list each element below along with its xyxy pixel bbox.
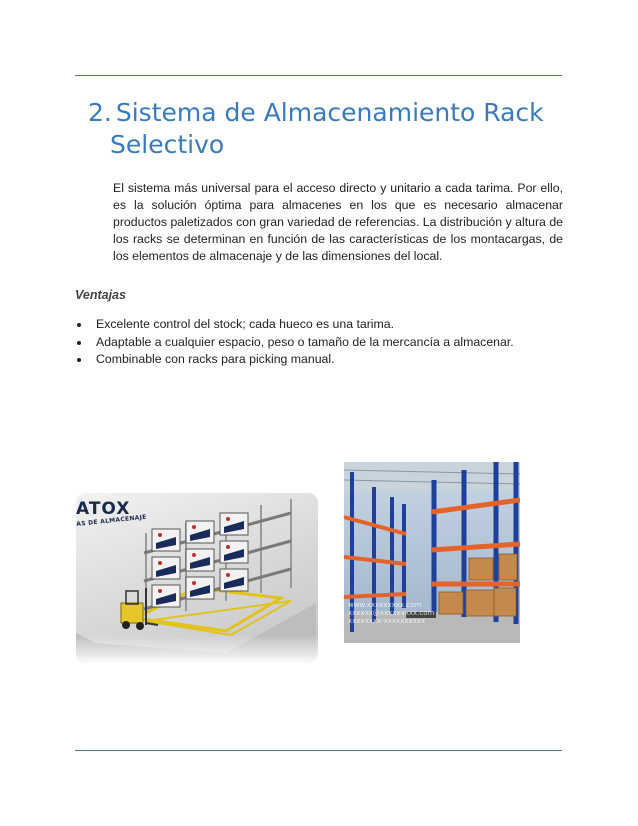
section-title-line1: Sistema de Almacenamiento Rack (115, 97, 544, 127)
bullet-icon (77, 341, 81, 345)
list-item-text: Adaptable a cualquier espacio, peso o tamaño de la mercancía a almacenar. (96, 334, 514, 349)
logo-text: ATOX (76, 499, 131, 519)
bottom-divider (75, 750, 562, 751)
logo-subtext: AS DE ALMACENAJE (76, 513, 147, 528)
list-item-text: Excelente control del stock; cada hueco es una tarima. (96, 317, 395, 331)
bullet-icon (77, 358, 81, 362)
section-heading (88, 97, 568, 161)
bullet-icon (77, 323, 81, 327)
ventajas-title: Ventajas (75, 288, 126, 302)
warehouse-photo (344, 462, 520, 643)
section-number: 2. (88, 97, 112, 127)
rack-illustration-image (76, 493, 318, 663)
top-divider (75, 75, 562, 76)
list-item-text: Combinable con racks para picking manual. (96, 352, 335, 366)
ventajas-list (75, 316, 514, 369)
list-item (75, 316, 514, 334)
section-title-line2: Selectivo (110, 129, 225, 159)
intro-paragraph: El sistema más universal para el acceso directo y unitario a cada tarima. Por ello, es la solución óptima para almacenes en los que es necesario almacenar productos paletizados con gran variedad de referencias. La distribución y altura de los racks se determinan en función de las características de los montacargas, de los elementos de almacenaje y de las dimensiones del local. (113, 181, 563, 263)
list-item (75, 351, 514, 369)
photo-watermark: www.xxxxxxxxx.com xxxxxx@xxxxxxxxx.com xxxxxxxx-xxxxxxxxxx (348, 601, 435, 625)
image-fade (76, 635, 318, 663)
list-item (75, 334, 514, 352)
